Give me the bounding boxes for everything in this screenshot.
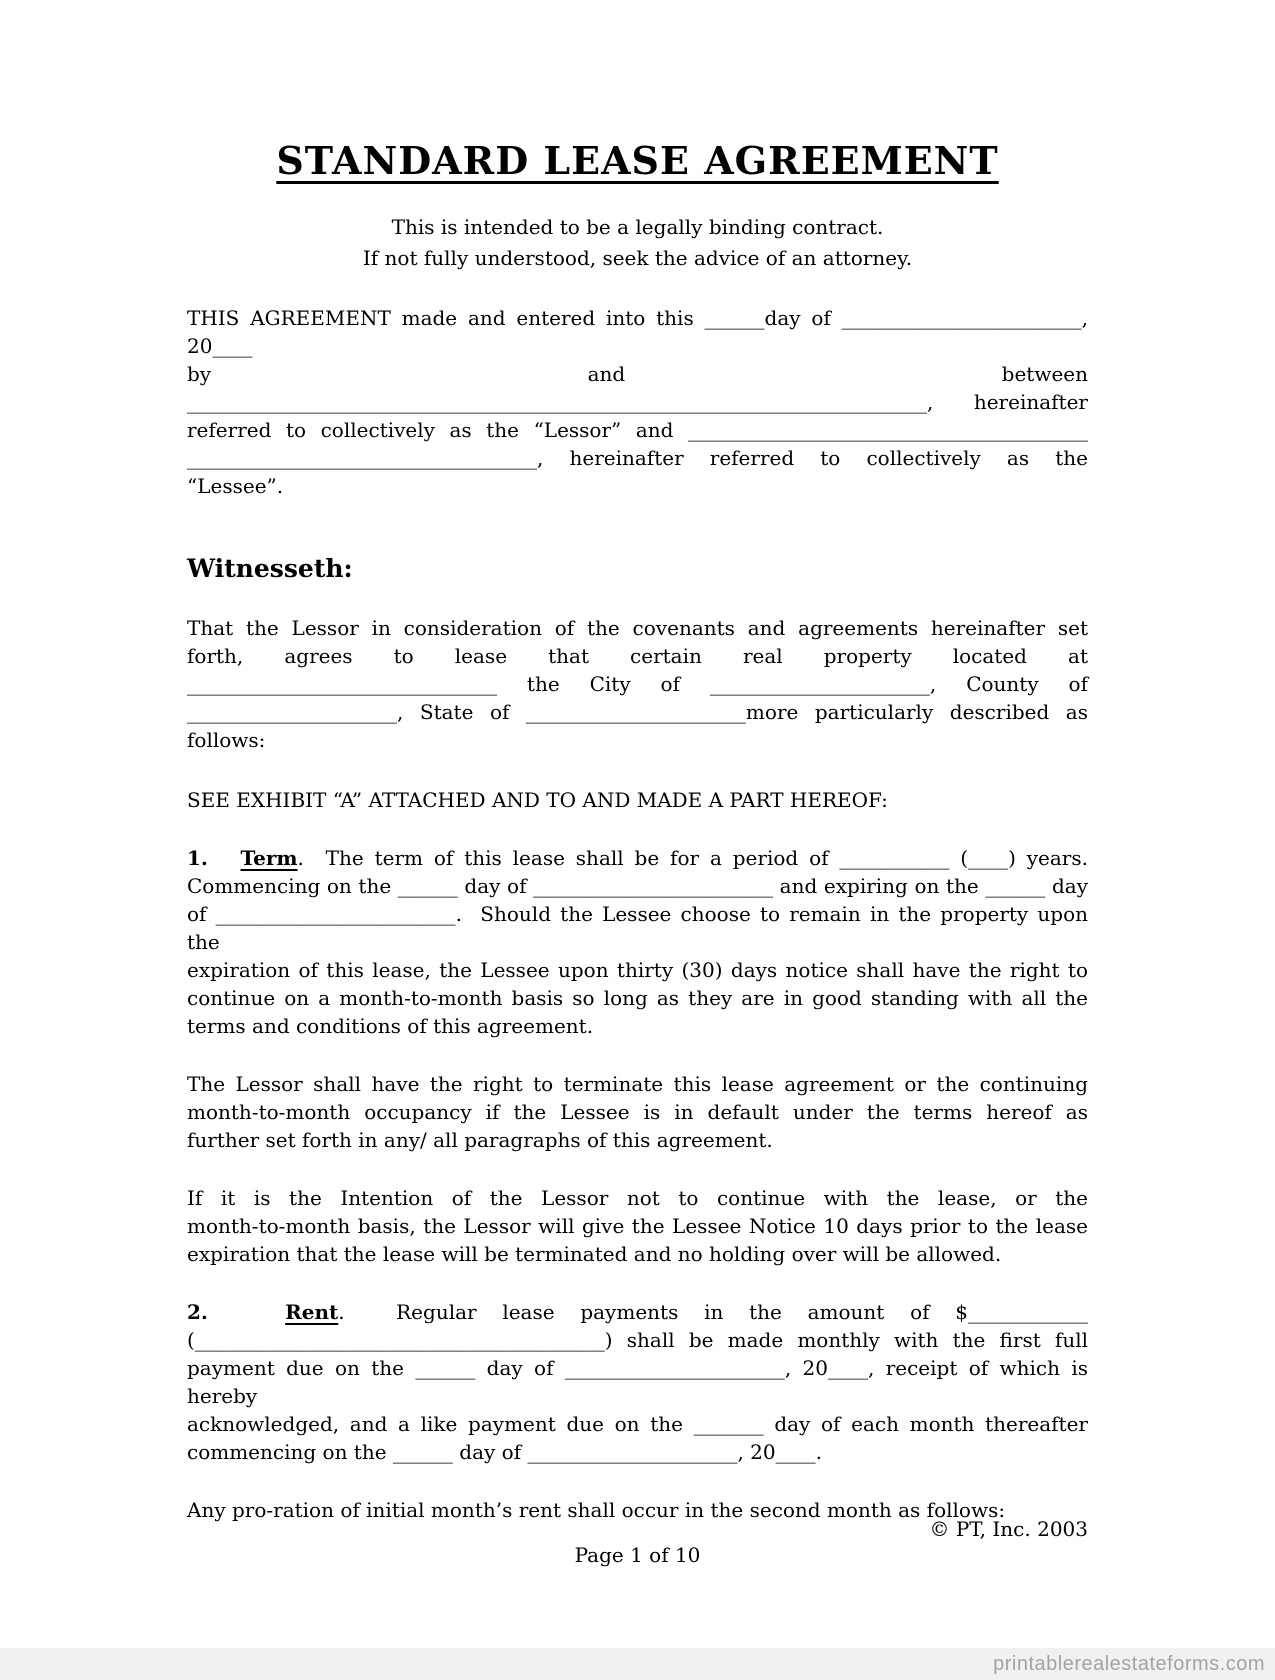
- paragraph-line: _______________________________ the City of ______________________, County of: [187, 672, 1088, 696]
- paragraph-line: THIS AGREEMENT made and entered into this ______day of ________________________, 20____: [187, 306, 1088, 358]
- paragraph-line: commencing on the ______ day of _____________________, 20____.: [187, 1440, 822, 1464]
- paragraph-line: acknowledged, and a like payment due on the _______ day of each month thereafter: [187, 1412, 1088, 1436]
- paragraph-lessor-intention: [187, 1184, 1088, 1268]
- text-segment: . Regular lease payments in the amount of $____________: [338, 1300, 1088, 1324]
- paragraph-line: forth, agrees to lease that certain real property located at: [187, 644, 1088, 668]
- paragraph-line: by and between: [187, 362, 1088, 386]
- subtitle: [187, 212, 1088, 274]
- footer-copyright: © PT, Inc. 2003: [929, 1517, 1088, 1541]
- paragraph-lessor-terminate: [187, 1070, 1088, 1154]
- page-title-text: STANDARD LEASE AGREEMENT: [276, 138, 999, 183]
- paragraph-line: further set forth in any/ all paragraphs of this agreement.: [187, 1128, 773, 1152]
- paragraph-line: If it is the Intention of the Lessor not to continue with the lease, or the: [187, 1186, 1088, 1210]
- paragraph-line: That the Lessor in consideration of the covenants and agreements hereinafter set: [187, 616, 1088, 640]
- text-segment: Term: [240, 846, 298, 870]
- watermark-text: printablerealestateforms.com: [993, 1652, 1265, 1675]
- page-title: [187, 136, 1088, 186]
- paragraph-line: [187, 844, 1088, 872]
- paragraph-line: expiration of this lease, the Lessee upon thirty (30) days notice shall have the right to: [187, 958, 1088, 982]
- subtitle-line: This is intended to be a legally binding contract.: [391, 215, 884, 239]
- paragraph-line: referred to collectively as the “Lessor” and ________________________________________: [187, 418, 1088, 442]
- paragraph-line: of ________________________. Should the Lessee choose to remain in the property upon the: [187, 902, 1088, 954]
- text-segment: 2.: [187, 1300, 208, 1324]
- heading-witnesseth: Witnesseth:: [187, 554, 353, 583]
- paragraph-line: continue on a month-to-month basis so long as they are in good standing with all the: [187, 986, 1088, 1010]
- text-segment: [208, 846, 241, 870]
- paragraph-line: __________________________________________________________________________, hereinafter: [187, 390, 1088, 414]
- paragraph-line: month-to-month basis, the Lessor will give the Lessee Notice 10 days prior to the lease: [187, 1214, 1088, 1238]
- paragraph-line: month-to-month occupancy if the Lessee is in default under the terms hereof as: [187, 1100, 1088, 1124]
- text-segment: [208, 1300, 285, 1324]
- footer-page-number: Page 1 of 10: [574, 1543, 701, 1567]
- paragraph-line: follows:: [187, 728, 266, 752]
- paragraph-consideration: [187, 614, 1088, 754]
- paragraph-line: Commencing on the ______ day of ________________________ and expiring on the ______ day: [187, 874, 1088, 898]
- text-segment: 1.: [187, 846, 208, 870]
- text-segment: . The term of this lease shall be for a period of ___________ (____) years.: [297, 846, 1088, 870]
- paragraph-line: _____________________, State of ______________________more particularly described as: [187, 700, 1088, 724]
- paragraph-line: [187, 1298, 1088, 1326]
- line-exhibit: SEE EXHIBIT “A” ATTACHED AND TO AND MADE A PART HEREOF:: [187, 788, 888, 812]
- text-segment: Rent: [285, 1300, 339, 1324]
- paragraph-line: The Lessor shall have the right to terminate this lease agreement or the continuing: [187, 1072, 1088, 1096]
- paragraph-line: terms and conditions of this agreement.: [187, 1014, 594, 1038]
- paragraph-line: ___________________________________, hereinafter referred to collectively as the: [187, 446, 1088, 470]
- paragraph-agreement-intro: [187, 304, 1088, 500]
- paragraph-line: payment due on the ______ day of ______________________, 20____, receipt of which is hereby: [187, 1356, 1088, 1408]
- paragraph-line: “Lessee”.: [187, 474, 284, 498]
- paragraph-line: expiration that the lease will be terminated and no holding over will be allowed.: [187, 1242, 1002, 1266]
- subtitle-line: If not fully understood, seek the advice of an attorney.: [362, 246, 913, 270]
- document-body: [187, 0, 1088, 1524]
- paragraph-1-term: [187, 844, 1088, 1040]
- paragraph-line: (_________________________________________) shall be made monthly with the first full: [187, 1328, 1088, 1352]
- paragraph-line: Any pro-ration of initial month’s rent shall occur in the second month as follows:: [187, 1498, 1006, 1522]
- watermark-bar: [0, 1648, 1275, 1680]
- paragraph-2-rent: [187, 1298, 1088, 1466]
